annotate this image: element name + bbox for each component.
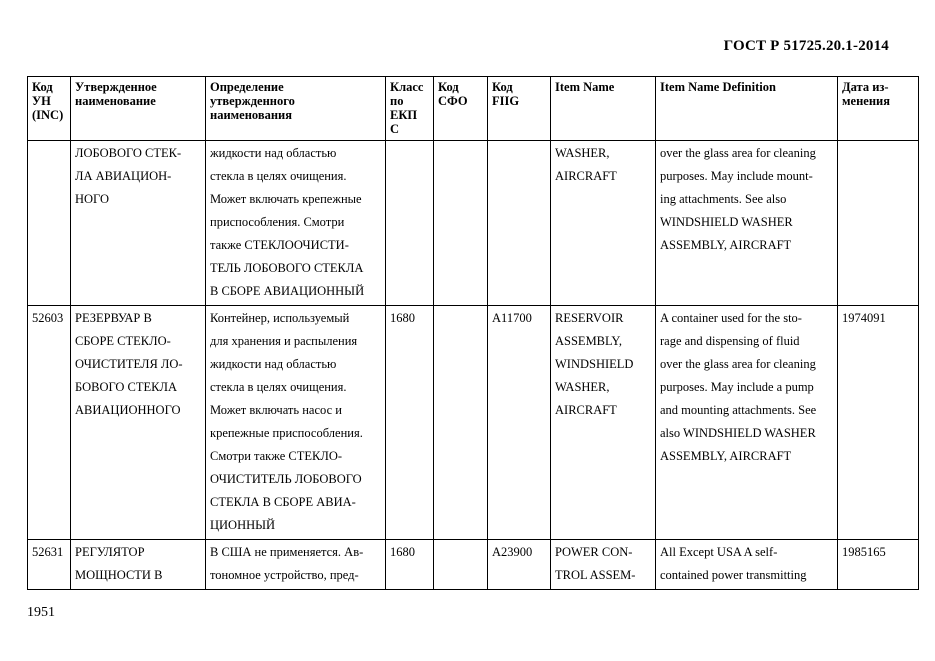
column-header-fiig-code xyxy=(488,77,551,141)
cell-item-name-definition xyxy=(656,306,838,540)
cell-sfo-code xyxy=(434,540,488,590)
cell-line: rage and dispensing of fluid xyxy=(660,334,800,348)
cell-fiig-code xyxy=(488,141,551,306)
cell-line: РЕГУЛЯТОР xyxy=(75,545,145,559)
cell-change-date xyxy=(838,540,919,590)
column-header-item-name xyxy=(551,77,656,141)
table-row xyxy=(28,540,919,590)
cell-line: Код xyxy=(438,80,459,94)
cell-line: стекла в целях очищения. xyxy=(210,380,347,394)
cell-line: purposes. May include a pump xyxy=(660,380,814,394)
cell-line: Определение xyxy=(210,80,284,94)
cell-line: также СТЕКЛООЧИСТИ- xyxy=(210,238,349,252)
cell-line: МОЩНОСТИ В xyxy=(75,568,163,582)
cell-line: АВИАЦИОННОГО xyxy=(75,403,181,417)
cell-line: ASSEMBLY, xyxy=(555,334,622,348)
table-row xyxy=(28,141,919,306)
cell-item-name xyxy=(551,141,656,306)
cell-line: TROL ASSEM- xyxy=(555,568,636,582)
cell-inc-code xyxy=(28,306,71,540)
cell-item-name-definition xyxy=(656,540,838,590)
cell-line: AIRCRAFT xyxy=(555,169,617,183)
cell-line: по xyxy=(390,94,404,108)
cell-approved-name xyxy=(71,540,206,590)
cell-line: ЦИОННЫЙ xyxy=(210,518,276,532)
cell-line: 52631 xyxy=(32,545,64,559)
cell-line: приспособления. Смотри xyxy=(210,215,345,229)
cell-line: СБОРЕ СТЕКЛО- xyxy=(75,334,171,348)
cell-line: ASSEMBLY, AIRCRAFT xyxy=(660,238,792,252)
cell-line: A23900 xyxy=(492,545,533,559)
cell-line: Код xyxy=(32,80,53,94)
cell-ekps-class xyxy=(386,306,434,540)
cell-line: WASHER, xyxy=(555,146,610,160)
page-number: 1951 xyxy=(27,605,55,620)
cell-line: СФО xyxy=(438,94,468,108)
cell-ekps-class xyxy=(386,141,434,306)
cell-line: утвержденного xyxy=(210,94,295,108)
cell-line: С xyxy=(390,122,400,136)
cell-line: ЛА АВИАЦИОН- xyxy=(75,169,172,183)
cell-line: Может включать насос и xyxy=(210,403,342,417)
cell-fiig-code xyxy=(488,540,551,590)
column-header-ekps-class xyxy=(386,77,434,141)
cell-fiig-code xyxy=(488,306,551,540)
table-row xyxy=(28,306,919,540)
cell-line: FIIG xyxy=(492,94,520,108)
column-header-change-date xyxy=(838,77,919,141)
cell-line: WINDSHIELD xyxy=(555,357,634,371)
cell-line: AIRCRAFT xyxy=(555,403,617,417)
cell-line: and mounting attachments. See xyxy=(660,403,817,417)
cell-line: A container used for the sto- xyxy=(660,311,802,325)
cell-ekps-class xyxy=(386,540,434,590)
cell-line: (INC) xyxy=(32,108,64,122)
cell-line: POWER CON- xyxy=(555,545,633,559)
cell-item-name xyxy=(551,540,656,590)
cell-line: 1974091 xyxy=(842,311,886,325)
cell-line: ЛОБОВОГО СТЕК- xyxy=(75,146,182,160)
cell-line: contained power transmitting xyxy=(660,568,807,582)
cell-inc-code xyxy=(28,540,71,590)
cell-line: менения xyxy=(842,94,890,108)
cell-change-date xyxy=(838,306,919,540)
cell-line: also WINDSHIELD WASHER xyxy=(660,426,816,440)
cell-approved-name xyxy=(71,306,206,540)
document-code: ГОСТ Р 51725.20.1-2014 xyxy=(723,38,889,54)
table-header-row xyxy=(28,77,919,141)
cell-line: жидкости над областью xyxy=(210,146,337,160)
cell-line: ЕКП xyxy=(390,108,418,122)
cell-line: ing attachments. See also xyxy=(660,192,787,206)
cell-line: 52603 xyxy=(32,311,64,325)
cell-line: для хранения и распыления xyxy=(210,334,358,348)
cell-line: WINDSHIELD WASHER xyxy=(660,215,793,229)
column-header-sfo-code xyxy=(434,77,488,141)
cell-item-name-definition xyxy=(656,141,838,306)
cell-line: Смотри также СТЕКЛО- xyxy=(210,449,343,463)
cell-name-definition xyxy=(206,141,386,306)
cell-inc-code xyxy=(28,141,71,306)
cell-line: A11700 xyxy=(492,311,532,325)
cell-name-definition xyxy=(206,540,386,590)
cell-line: НОГО xyxy=(75,192,109,206)
cell-line: Код xyxy=(492,80,513,94)
cell-line: крепежные приспособления. xyxy=(210,426,363,440)
cell-line: наименования xyxy=(210,108,293,122)
cell-item-name xyxy=(551,306,656,540)
cell-line: ОЧИСТИТЕЛЬ ЛОБОВОГО xyxy=(210,472,362,486)
cell-sfo-code xyxy=(434,141,488,306)
column-header-name-definition xyxy=(206,77,386,141)
cell-line: over the glass area for cleaning xyxy=(660,357,816,371)
cell-line: БОВОГО СТЕКЛА xyxy=(75,380,178,394)
cell-line: WASHER, xyxy=(555,380,610,394)
cell-line: 1985165 xyxy=(842,545,886,559)
cell-line: ASSEMBLY, AIRCRAFT xyxy=(660,449,792,463)
cell-line: RESERVOIR xyxy=(555,311,624,325)
cell-sfo-code xyxy=(434,306,488,540)
cell-line: Item Name xyxy=(555,80,615,94)
cell-line: ОЧИСТИТЕЛЯ ЛО- xyxy=(75,357,183,371)
column-header-inc-code xyxy=(28,77,71,141)
cell-line: ТЕЛЬ ЛОБОВОГО СТЕКЛА xyxy=(210,261,364,275)
cell-line: жидкости над областью xyxy=(210,357,337,371)
cell-line: 1680 xyxy=(390,545,415,559)
cell-line: наименование xyxy=(75,94,156,108)
cell-line: Item Name Definition xyxy=(660,80,776,94)
cell-line: стекла в целях очищения. xyxy=(210,169,347,183)
cell-line: В США не применяется. Ав- xyxy=(210,545,364,559)
cell-line: 1680 xyxy=(390,311,415,325)
cell-line: УН xyxy=(32,94,51,108)
cell-change-date xyxy=(838,141,919,306)
cell-name-definition xyxy=(206,306,386,540)
cell-line: over the glass area for cleaning xyxy=(660,146,816,160)
cell-approved-name xyxy=(71,141,206,306)
cell-line: Дата из- xyxy=(842,80,889,94)
item-name-table xyxy=(27,76,919,590)
column-header-approved-name xyxy=(71,77,206,141)
cell-line: тономное устройство, пред- xyxy=(210,568,359,582)
cell-line: Может включать крепежные xyxy=(210,192,362,206)
cell-line: Контейнер, используемый xyxy=(210,311,350,325)
cell-line: All Except USA A self- xyxy=(660,545,778,559)
column-header-item-name-definition xyxy=(656,77,838,141)
cell-line: СТЕКЛА В СБОРЕ АВИА- xyxy=(210,495,356,509)
cell-line: РЕЗЕРВУАР В xyxy=(75,311,152,325)
cell-line: purposes. May include mount- xyxy=(660,169,813,183)
cell-line: Класс xyxy=(390,80,424,94)
cell-line: В СБОРЕ АВИАЦИОННЫЙ xyxy=(210,284,365,298)
cell-line: Утвержденное xyxy=(75,80,157,94)
